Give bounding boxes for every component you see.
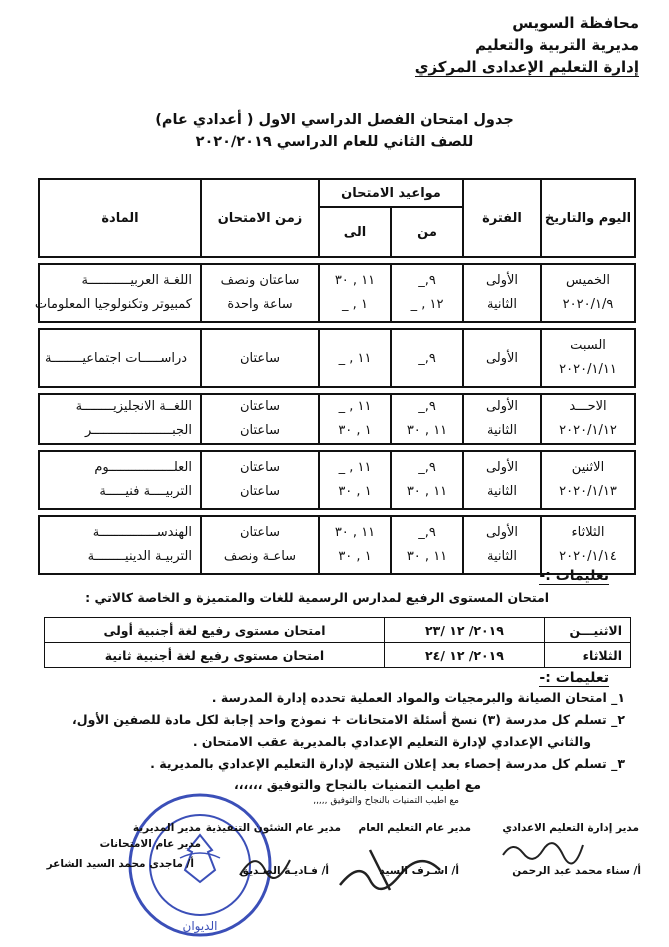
time-from: ١١ , ٣٠ [406, 484, 448, 499]
period: الأولى [485, 460, 519, 475]
instruction-item: ٢_ تسلم كل مدرسة (٣) نسخ أسئلة الامتحانات + نموذج واحد إجابة لكل مادة للصفين الأول، [71, 712, 625, 727]
advanced-level-note: امتحان المستوى الرفيع لمدارس الرسمية للغات والمتميزة و الخاصة كالاتي : [85, 590, 549, 605]
period: الأولى [485, 399, 519, 414]
subject: العلـــــــــــــــــوم [94, 460, 192, 475]
table-row [39, 329, 635, 387]
time-to: ١ , ٣٠ [338, 549, 372, 564]
signature-name: أ/ ماجدى محمد السيد الشاعر [46, 858, 194, 870]
col-day-date: اليوم والتاريخ [541, 179, 635, 257]
time-from: ١٢ , _ [410, 297, 444, 312]
day: السبت [570, 338, 606, 353]
col-subject: المادة [39, 179, 201, 257]
duration: ساعة واحدة [227, 297, 293, 312]
time-to: ١١ , _ [338, 460, 372, 475]
subject: اللغــة الانجليزيــــــــة [75, 399, 192, 414]
day: الاحـــد [569, 399, 607, 414]
table-row [45, 618, 631, 643]
duration: ساعـة ونصف [223, 549, 297, 564]
duration: ساعتان ونصف [220, 273, 300, 288]
schedule-title: جدول امتحان الفصل الدراسي الاول ( أعدادي عام) [155, 112, 514, 128]
time-from: ٩,_ [391, 329, 463, 387]
table-row [39, 451, 635, 509]
schedule-subtitle: للصف الثاني للعام الدراسي ٢٠٢٠/٢٠١٩ [195, 134, 474, 150]
exam-schedule-table [34, 178, 636, 575]
subject: اللغـة العربيـــــــــــة [81, 273, 192, 288]
advanced-level-table [44, 617, 631, 668]
subject: دراســـــات اجتماعيــــــــة [39, 329, 201, 387]
duration: ساعتان [201, 329, 319, 387]
subject: التربيــــة فنيـــــة [99, 484, 192, 499]
date: ٢٠١٩/ ١٢ /٢٣ [385, 618, 545, 643]
time-from: ١١ , ٣٠ [406, 549, 448, 564]
date: ٢٠٢٠/١/١١ [559, 362, 617, 377]
instructions-heading-2: تعليمات :- [539, 670, 609, 686]
closing-wish: مع اطيب التمنيات بالنجاح والتوفيق ،،،،،، [234, 777, 481, 792]
duration: ساعتان [239, 423, 281, 438]
col-duration: زمن الامتحان [201, 179, 319, 257]
time-to: ١١ , _ [338, 399, 372, 414]
signature-scribble-icon [498, 835, 588, 865]
signature-title: مدير المديرية [132, 822, 201, 834]
time-to: ١ , ٣٠ [338, 423, 372, 438]
period: الثانية [487, 484, 517, 499]
subject: الجبـــــــــــــــــــــر [84, 423, 192, 438]
signature-name: أ/ فـاديـة الصـديق [239, 865, 329, 877]
time-from: ٩,_ [418, 399, 436, 414]
signature-title-2: مدير عام الامتحانات [99, 838, 201, 850]
governorate: محافظة السويس [512, 14, 639, 32]
signature-title: مدير عام التعليم العام [358, 822, 471, 834]
date: ٢٠١٩/ ١٢ /٢٤ [385, 643, 545, 668]
col-from: من [391, 207, 463, 257]
date: ٢٠٢٠/١/١٢ [559, 423, 617, 438]
subject: كمبيوتر وتكنولوجيا المعلومات [34, 297, 192, 312]
administration: إدارة التعليم الإعدادى المركزي [414, 58, 639, 76]
col-times: مواعيد الامتحان [319, 179, 463, 207]
table-row [39, 264, 635, 322]
instructions-heading: تعليمات :- [539, 568, 609, 584]
time-from: ٩,_ [418, 460, 436, 475]
period: الثانية [487, 423, 517, 438]
instruction-item: ١_ امتحان الصيانة والبرمجيات والمواد العملية تحدده إدارة المدرسة . [211, 690, 625, 705]
col-period: الفترة [463, 179, 541, 257]
date: ٢٠٢٠/١/١٣ [559, 484, 617, 499]
time-from: ٩,_ [418, 273, 436, 288]
period: الثانية [487, 297, 517, 312]
time-to: ١١ , ٣٠ [334, 273, 376, 288]
time-to: ١١ , ٣٠ [334, 525, 376, 540]
table-row [45, 643, 631, 668]
period: الثانية [487, 549, 517, 564]
day: الاثنين [571, 460, 605, 475]
table-row [39, 516, 635, 574]
date: ٢٠٢٠/١/٩ [562, 297, 614, 312]
subject: التربيـة الدينيــــــــة [87, 549, 192, 564]
closing-wish-small: مع اطيب التمنيات بالنجاح والتوفيق ,,,,, [313, 796, 459, 806]
directorate: مديرية التربية والتعليم [475, 36, 639, 54]
instruction-item: والثاني الإعدادي لإدارة التعليم الإعدادي بالمديرية عقب الامتحان . [192, 734, 591, 749]
period: الأولى [463, 329, 541, 387]
signature-name: أ/ اشـرف السيد [379, 865, 459, 877]
subject: الهندســـــــــــــــة [92, 525, 192, 540]
day: الخميس [566, 273, 610, 288]
time-to: ١ , ٣٠ [338, 484, 372, 499]
duration: ساعتان [239, 525, 281, 540]
day: الاثنيـــن [545, 618, 631, 643]
col-to: الى [319, 207, 391, 257]
stamp-text: الديوان [182, 919, 218, 933]
instruction-item: ٣_ تسلم كل مدرسة إحصاء بعد إعلان النتيجة لإدارة التعليم الإعدادي بالمديرية . [150, 756, 625, 771]
signature-title: مدير إدارة التعليم الاعدادي [502, 822, 639, 834]
period: الأولى [485, 525, 519, 540]
duration: ساعتان [239, 460, 281, 475]
period: الأولى [485, 273, 519, 288]
exam: امتحان مستوى رفيع لغة أجنبية أولى [45, 618, 385, 643]
duration: ساعتان [239, 399, 281, 414]
day: الثلاثاء [571, 525, 605, 540]
exam: امتحان مستوى رفيع لغة أجنبية ثانية [45, 643, 385, 668]
time-from: ٩,_ [418, 525, 436, 540]
day: الثلاثاء [545, 643, 631, 668]
time-from: ١١ , ٣٠ [406, 423, 448, 438]
signature-title: مدير عام الشئون التنفيذية [205, 822, 341, 834]
duration: ساعتان [239, 484, 281, 499]
signature-name: أ/ سناء محمد عبد الرحمن [512, 865, 641, 877]
date: ٢٠٢٠/١/١٤ [559, 549, 617, 564]
time-to: ١ , _ [342, 297, 368, 312]
time-to: ١١ , _ [319, 329, 391, 387]
table-row [39, 394, 635, 444]
